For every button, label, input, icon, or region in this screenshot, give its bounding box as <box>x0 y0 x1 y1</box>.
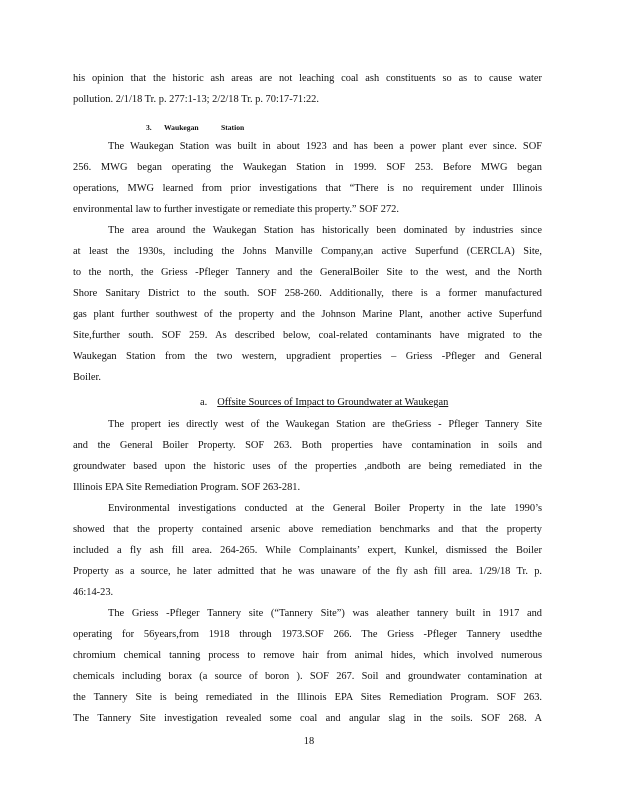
text-line: Illinois EPA Site Remediation Program. SOF 263-281. <box>73 482 301 493</box>
text-line: The Tannery Site investigation revealed some coal and angular slag in the soils. SOF 268. A <box>73 713 542 724</box>
text-line: The Waukegan Station was built in about 1923 and has been a power plant ever since. SOF <box>108 141 542 152</box>
text-line: pollution. 2/1/18 Tr. p. 277:1-13; 2/2/18 Tr. p. 70:17-71:22. <box>73 94 319 105</box>
text-line: chemicals including borax (a source of boron ). SOF 267. Soil and groundwater contamination at <box>73 671 542 682</box>
text-line: operations, MWG learned from prior investigations that “There is no requirement under Illinois <box>73 183 542 194</box>
text-line: included a fly ash fill area. 264-265. While Complainants’ expert, Kunkel, dismissed the Boiler <box>73 545 542 556</box>
section-title-part: Waukegan <box>164 123 199 132</box>
text-line: The Griess -Pfleger Tannery site (“Tannery Site”) was aleather tannery built in 1917 and <box>108 608 542 619</box>
text-line: The area around the Waukegan Station has historically been dominated by industries since <box>108 225 542 236</box>
text-line: chromium chemical tanning process to remove hair from animal hides, which involved numerous <box>73 650 542 661</box>
text-line: 256. MWG began operating the Waukegan Station in 1999. SOF 253. Before MWG began <box>73 162 542 173</box>
text-line: his opinion that the historic ash areas are not leaching coal ash constituents so as to cause water <box>73 73 542 84</box>
text-line: The propert ies directly west of the Waukegan Station are theGriess - Pfleger Tannery Site <box>108 419 542 430</box>
page-number: 18 <box>303 736 315 747</box>
text-line: operating for 56years,from 1918 through 1973.SOF 266. The Griess -Pfleger Tannery usedthe <box>73 629 542 640</box>
subsection-letter: a. <box>200 397 208 408</box>
text-line: Shore Sanitary District to the south. SOF 258-260. Additionally, there is a former manufactured <box>73 288 542 299</box>
text-line: groundwater based upon the historic uses of the properties ,andboth are being remediated in the <box>73 461 542 472</box>
text-line: Environmental investigations conducted at the General Boiler Property in the late 1990’s <box>108 503 542 514</box>
section-title-part: Station <box>221 123 245 132</box>
section-number: 3. <box>146 123 152 132</box>
text-line: the Tannery Site is being remediated in the Illinois EPA Sites Remediation Program. SOF 263. <box>73 692 542 703</box>
text-line: gas plant further southwest of the property and the Johnson Marine Plant, another active Superfund <box>73 309 542 320</box>
text-line: environmental law to further investigate or remediate this property.” SOF 272. <box>73 204 399 215</box>
text-line: 46:14-23. <box>73 587 114 598</box>
text-line: Property as a source, he later admitted that he was unaware of the fly ash fill area. 1/29/18 Tr. p. <box>73 566 542 577</box>
text-line: Boiler. <box>73 372 101 383</box>
subsection-title: Offsite Sources of Impact to Groundwater at Waukegan <box>217 397 449 408</box>
text-line: to the north, the Griess -Pfleger Tannery and the GeneralBoiler Site to the west, and the North <box>73 267 542 278</box>
text-line: showed that the property contained arsenic above remediation benchmarks and that the property <box>73 524 542 535</box>
text-line: at least the 1930s, including the Johns Manville Company,an active Superfund (CERCLA) Site, <box>73 246 542 257</box>
subsection-heading <box>200 397 470 408</box>
text-line: and the General Boiler Property. SOF 263. Both properties have contamination in soils and <box>73 440 542 451</box>
text-line: Waukegan Station from the two western, upgradient properties – Griess -Pfleger and General <box>73 351 542 362</box>
text-line: Site,further south. SOF 259. As described below, coal-related contaminants have migrated to the <box>73 330 542 341</box>
